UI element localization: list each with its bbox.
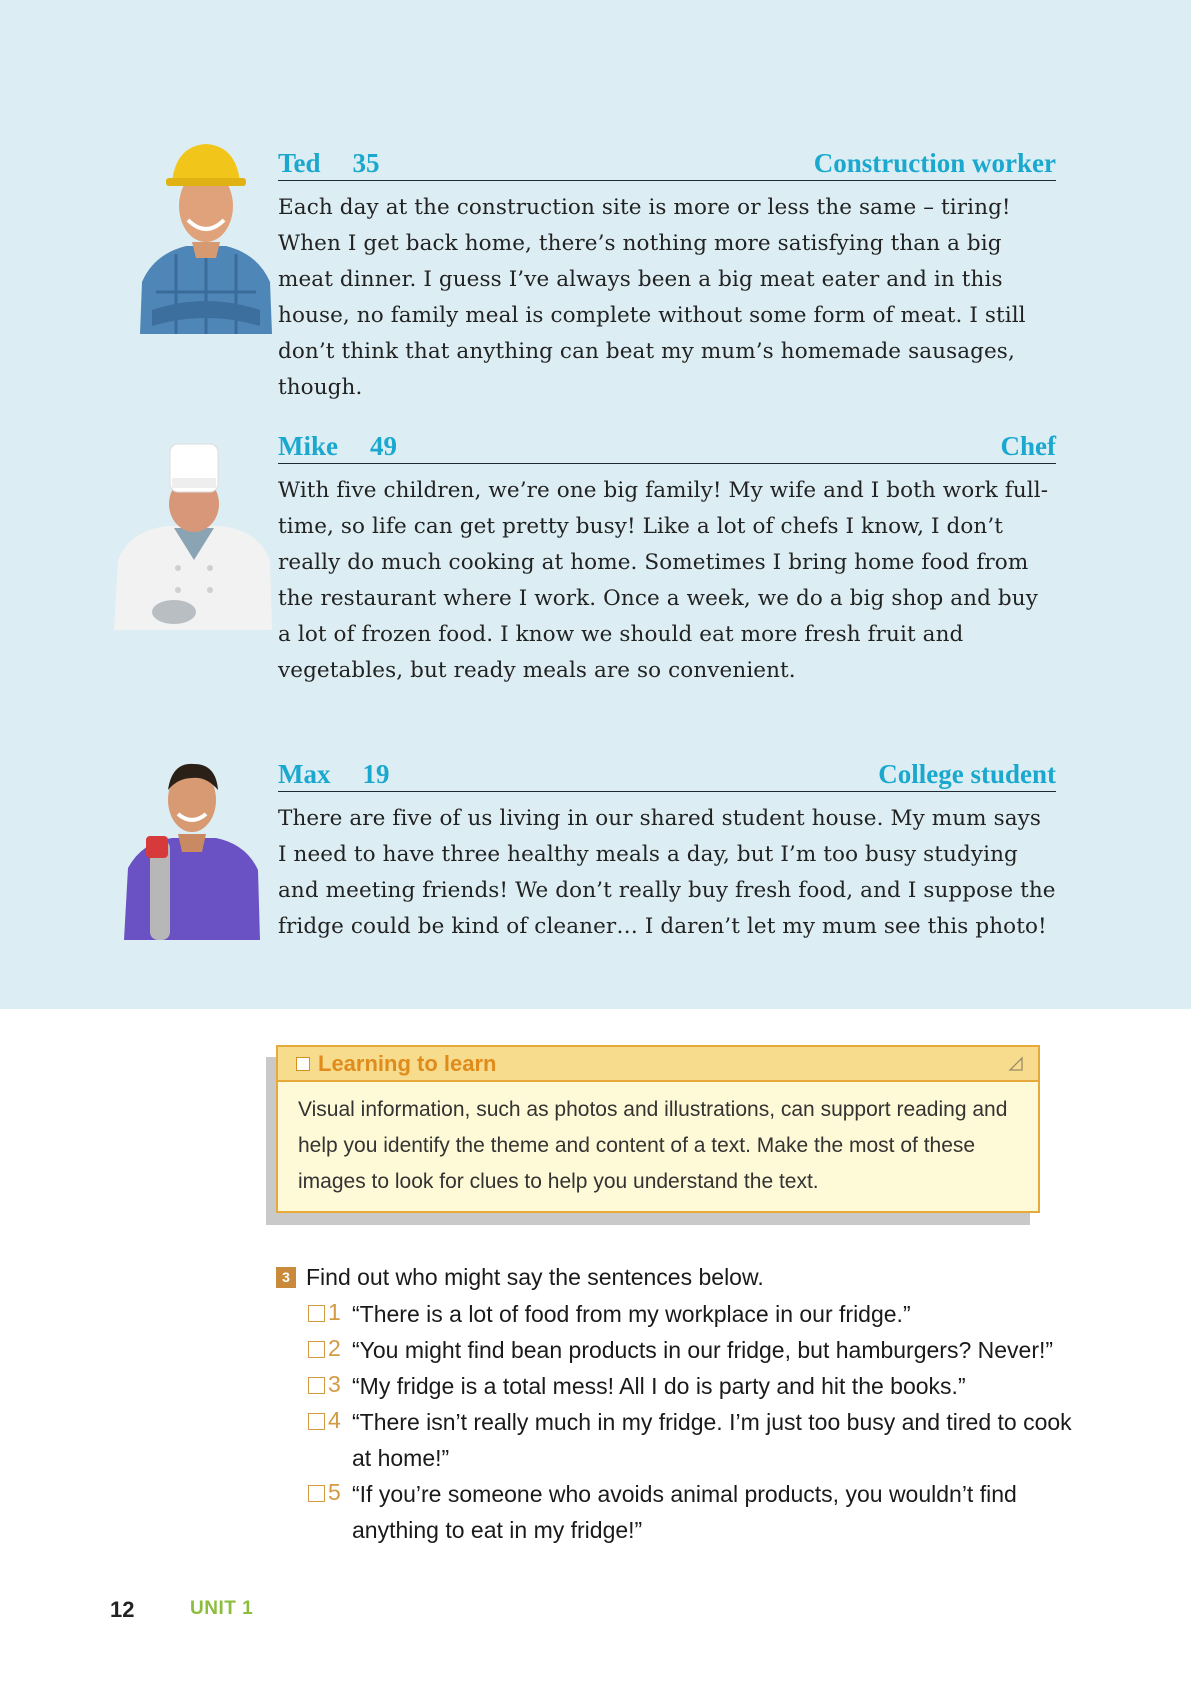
item-text: “My fridge is a total mess! All I do is party and hit the books.” <box>352 1373 966 1399</box>
item-number: 3 <box>328 1371 341 1397</box>
profile-header <box>278 756 1056 792</box>
profile-text: There are five of us living in our shared student house. My mum says I need to have three healthy meals a day, but I’m too busy studying and meeting friends! We don’t really buy fresh food, and I suppose the fridge could be kind of cleaner… I daren’t let my mum see this photo! <box>278 806 1056 939</box>
list-item <box>308 1296 1096 1332</box>
exercise-3 <box>276 1258 1096 1548</box>
max-photo <box>120 756 264 940</box>
learning-box-title: Learning to learn <box>318 1050 497 1076</box>
profile-name: Ted <box>278 148 321 178</box>
item-number: 5 <box>328 1479 341 1505</box>
list-item <box>308 1332 1096 1368</box>
profile-ted <box>278 145 1056 406</box>
checkbox-icon[interactable] <box>308 1485 325 1502</box>
list-item <box>308 1404 1096 1476</box>
profile-mike <box>278 428 1056 689</box>
checkbox-icon[interactable] <box>308 1413 325 1430</box>
checkbox-icon[interactable] <box>308 1377 325 1394</box>
list-item <box>308 1476 1096 1548</box>
profile-text: Each day at the construction site is more or less the same – tiring! When I get back home, there’s nothing more satisfying than a big meat dinner. I guess I’ve always been a big meat eater and in this house, no family meal is complete without some form of meat. I still don’t think that anything can beat my mum’s homemade sausages, though. <box>278 195 1026 400</box>
exercise-instruction: Find out who might say the sentences below. <box>306 1263 764 1290</box>
profile-header <box>278 428 1056 464</box>
profile-age: 19 <box>362 759 390 789</box>
page-number: 12 <box>110 1597 135 1622</box>
profile-age: 49 <box>370 431 397 461</box>
item-number: 2 <box>328 1335 341 1361</box>
profile-job: College student <box>878 759 1056 789</box>
unit-label: UNIT 1 <box>190 1598 254 1619</box>
item-number: 1 <box>328 1299 341 1325</box>
item-text: “If you’re someone who avoids animal products, you wouldn’t find anything to eat in my fridge!” <box>352 1481 1017 1543</box>
item-text: “There isn’t really much in my fridge. I’m just too busy and tired to cook at home!” <box>352 1409 1072 1471</box>
learning-to-learn-box <box>276 1045 1040 1213</box>
profile-age: 35 <box>352 148 380 178</box>
exercise-list <box>276 1296 1096 1548</box>
learning-box-header <box>278 1047 1038 1082</box>
item-text: “There is a lot of food from my workplace in our fridge.” <box>352 1301 911 1327</box>
exercise-number-badge: 3 <box>276 1267 296 1288</box>
checkbox-icon[interactable] <box>308 1341 325 1358</box>
ted-photo <box>136 142 276 334</box>
checkbox-icon[interactable] <box>308 1305 325 1322</box>
profile-text: With five children, we’re one big family! My wife and I both work full-time, so life can get pretty busy! Like a lot of chefs I know, I don’t really do much cooking at home. Sometimes I bring home food from the restaurant where I work. Once a week, we do a big shop and buy a lot of frozen food. I know we should eat more fresh fruit and vegetables, but ready meals are so convenient. <box>278 478 1049 683</box>
item-text: “You might find bean products in our fridge, but hamburgers? Never!” <box>352 1337 1054 1363</box>
mike-photo <box>114 440 274 630</box>
checkbox-icon[interactable] <box>296 1057 310 1071</box>
profile-job: Construction worker <box>813 148 1056 178</box>
profile-max <box>278 756 1056 945</box>
profile-name: Mike <box>278 431 338 461</box>
profile-job: Chef <box>1000 431 1056 461</box>
list-item <box>308 1368 1096 1404</box>
item-number: 4 <box>328 1407 341 1433</box>
profile-header <box>278 145 1056 181</box>
corner-triangle-icon <box>1008 1056 1024 1072</box>
learning-box-body: Visual information, such as photos and illustrations, can support reading and help you identify the theme and content of a text. Make the most of these images to look for clues to help you understand the text. <box>298 1098 1008 1193</box>
profile-name: Max <box>278 759 331 789</box>
